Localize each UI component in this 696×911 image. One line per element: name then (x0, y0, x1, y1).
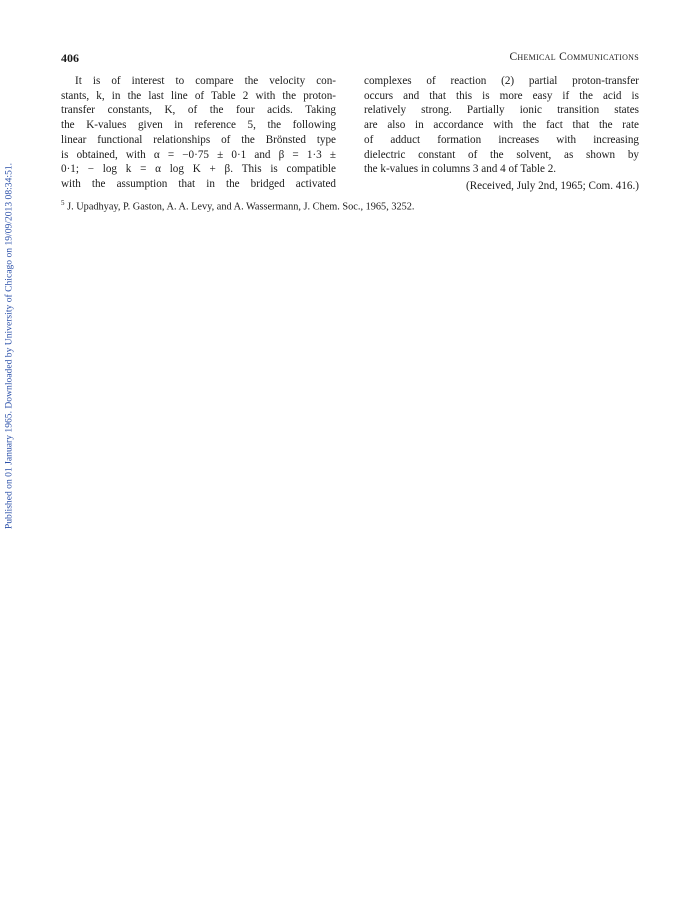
paragraph-line: transfer constants, K, of the four acids. Taking (61, 104, 336, 117)
paragraph-line: with the assumption that in the bridged activated (61, 177, 336, 190)
left-column (61, 74, 336, 192)
footnote-marker: 5 (61, 199, 65, 207)
download-watermark (0, 0, 18, 911)
received-date: (Received, July 2nd, 1965; Com. 416.) (466, 179, 639, 192)
watermark-text: Published on 01 January 1965. Downloaded by University of Chicago on 19/09/2013 08:34:51. (3, 162, 15, 530)
paragraph-line: complexes of reaction (2) partial proton-transfer (364, 75, 639, 87)
paragraph-line: stants, k, in the last line of Table 2 with the proton- (61, 89, 336, 102)
paragraph-line: is obtained, with α = −0·75 ± 0·1 and β = 1·3 ± (61, 148, 336, 161)
footnote-reference: J. Upadhyay, P. Gaston, A. A. Levy, and A. Wassermann, J. Chem. Soc., 1965, 3252. (67, 201, 415, 213)
paragraph-line: dielectric constant of the solvent, as shown by (364, 148, 639, 161)
paragraph-line: It is of interest to compare the velocity con- (75, 75, 336, 87)
paragraph-line: linear functional relationships of the Brönsted type (61, 133, 336, 146)
footnote (61, 199, 639, 212)
journal-name: Chemical Communications (509, 51, 639, 63)
page-number: 406 (61, 51, 79, 65)
page-header (61, 51, 639, 67)
paragraph-line: are also in accordance with the fact that the rate (364, 119, 639, 132)
paragraph-line: 0·1; − log k = α log K + β. This is compatible (61, 163, 336, 176)
paragraph-line: occurs and that this is more easy if the acid is (364, 89, 639, 102)
paragraph-line: of adduct formation increases with increasing (364, 133, 639, 146)
paragraph-line: relatively strong. Partially ionic transition states (364, 104, 639, 117)
right-column (364, 74, 639, 194)
paragraph-line: the K-values given in reference 5, the following (61, 119, 336, 132)
paragraph-line: the k-values in columns 3 and 4 of Table 2. (364, 163, 557, 176)
